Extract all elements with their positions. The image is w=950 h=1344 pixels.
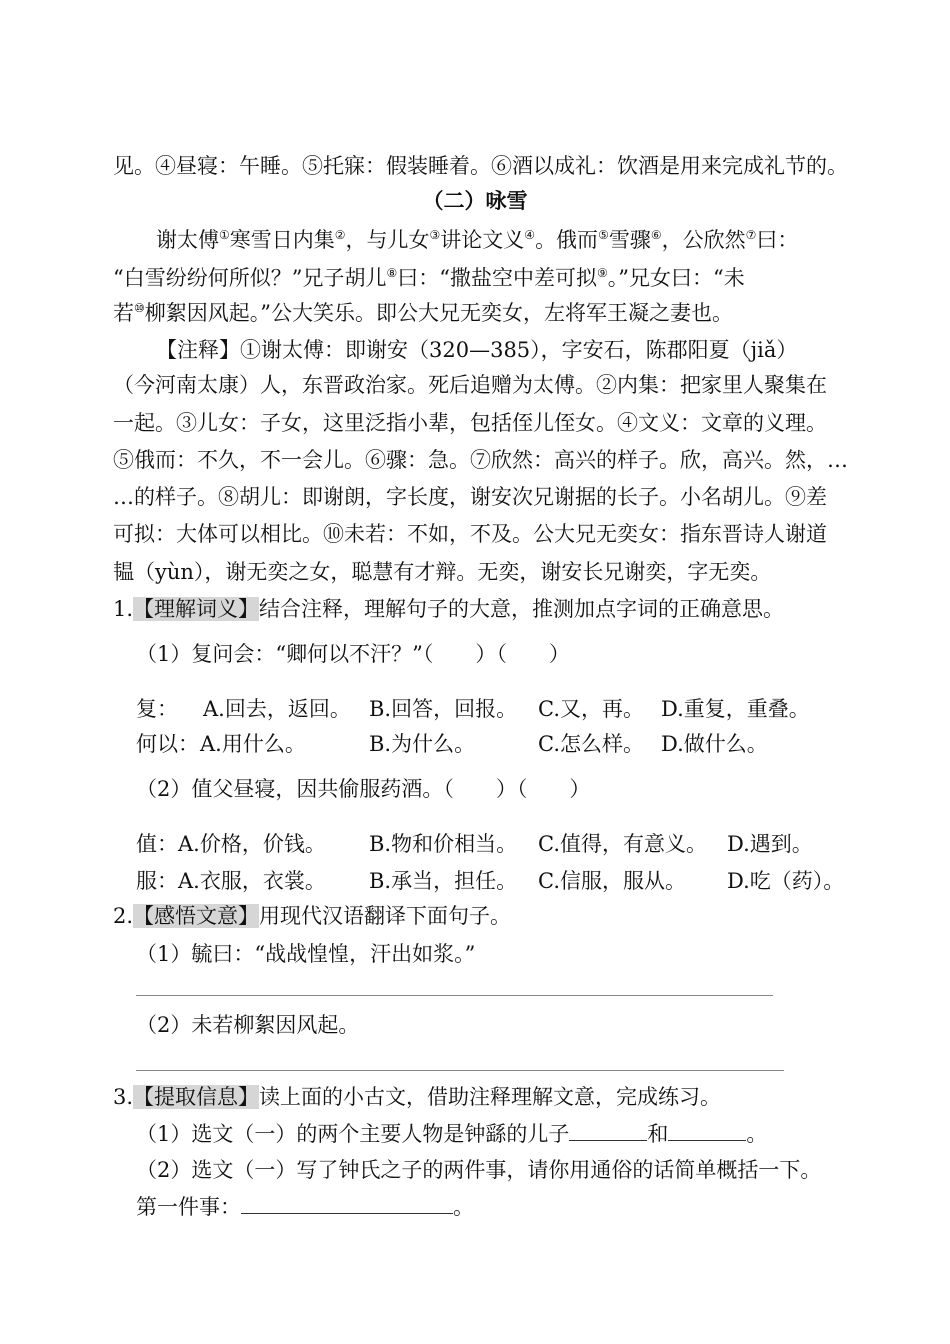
option-fu2-a: A.衣服，衣裳。 bbox=[178, 869, 326, 893]
passage-line-2: “白雪纷纷何所似？”兄子胡儿⑧曰：“撒盐空中差可拟⑨。”兄女曰：“未 bbox=[113, 266, 745, 290]
passage-line-1: 谢太傅①寒雪日内集②，与儿女③讲论文义④。俄而⑤雪骤⑥，公欣然⑦曰： bbox=[156, 228, 799, 252]
notes-line-4: ⑤俄而：不久，不一会儿。⑥骤：急。⑦欣然：高兴的样子。欣，高兴。然，… bbox=[113, 448, 848, 472]
option-fu-a: A.回去，返回。 bbox=[203, 697, 351, 721]
section-title: （二）咏雪 bbox=[422, 189, 528, 213]
notes-line-7: 韫（yùn），谢无奕之女，聪慧有才辩。无奕，谢安长兄谢奕，字无奕。 bbox=[113, 560, 772, 584]
options-fu2-label: 服： bbox=[136, 869, 178, 893]
question-2-tag: 【感悟文意】 bbox=[133, 904, 260, 928]
question-3-tag: 【提取信息】 bbox=[133, 1085, 260, 1109]
question-1-tag: 【理解词义】 bbox=[133, 597, 260, 621]
blank-son-1[interactable] bbox=[569, 1120, 647, 1141]
option-zhi-b: B.物和价相当。 bbox=[369, 832, 518, 856]
options-heyi-label: 何以： bbox=[136, 732, 199, 756]
question-1-heading: 1.【理解词义】结合注释，理解句子的大意，推测加点字词的正确意思。 bbox=[113, 597, 785, 621]
notes-line-1: 【注释】①谢太傅：即谢安（320—385），字安石，陈郡阳夏（jiǎ） bbox=[156, 338, 798, 362]
option-fu-b: B.回答，回报。 bbox=[369, 697, 518, 721]
option-zhi-d: D.遇到。 bbox=[727, 832, 813, 856]
question-2-sub-2: （2）未若柳絮因风起。 bbox=[136, 1013, 360, 1037]
options-fu: 复： bbox=[136, 697, 178, 721]
blank-first-event[interactable] bbox=[241, 1193, 453, 1214]
option-heyi-c: C.怎么样。 bbox=[538, 732, 644, 756]
notes-line-5: …的样子。⑧胡儿：即谢朗，字长度，谢安次兄谢据的长子。小名胡儿。⑨差 bbox=[113, 485, 827, 509]
blank-son-2[interactable] bbox=[668, 1120, 746, 1141]
footnote-continuation: 见。④昼寝：午睡。⑤托寐：假装睡着。⑥酒以成礼：饮酒是用来完成礼节的。 bbox=[113, 154, 848, 178]
question-3-first-event: 第一件事： 。 bbox=[136, 1195, 474, 1219]
question-1-sub-1: （1）复问会：“卿何以不汗？”（ ）（ ） bbox=[136, 642, 570, 666]
notes-line-3: 一起。③儿女：子女，这里泛指小辈，包括侄儿侄女。④文义：文章的义理。 bbox=[113, 411, 827, 435]
notes-line-6: 可拟：大体可以相比。⑩未若：不如，不及。公大兄无奕女：指东晋诗人谢道 bbox=[113, 522, 827, 546]
answer-line-2-2[interactable] bbox=[136, 1070, 784, 1071]
question-2-heading: 2.【感悟文意】用现代汉语翻译下面句子。 bbox=[113, 904, 512, 928]
notes-line-2: （今河南太康）人，东晋政治家。死后追赠为太傅。②内集：把家里人聚集在 bbox=[113, 373, 827, 397]
question-3-sub-1: （1）选文（一）的两个主要人物是钟繇的儿子 和 。 bbox=[136, 1122, 768, 1146]
passage-line-3: 若⑩柳絮因风起。”公大笑乐。即公大兄无奕女，左将军王凝之妻也。 bbox=[113, 301, 733, 325]
options-zhi-label: 值： bbox=[136, 832, 178, 856]
answer-line-2-1[interactable] bbox=[136, 995, 773, 996]
question-3-sub-2: （2）选文（一）写了钟氏之子的两件事，请你用通俗的话简单概括一下。 bbox=[136, 1158, 822, 1182]
option-fu2-c: C.信服，服从。 bbox=[538, 869, 686, 893]
option-heyi-a: A.用什么。 bbox=[200, 732, 306, 756]
option-heyi-d: D.做什么。 bbox=[661, 732, 768, 756]
option-fu2-d: D.吃（药）。 bbox=[727, 869, 845, 893]
option-fu-d: D.重复，重叠。 bbox=[661, 697, 810, 721]
option-fu-c: C.又，再。 bbox=[538, 697, 644, 721]
option-zhi-a: A.价格，价钱。 bbox=[178, 832, 326, 856]
question-2-sub-1: （1）毓曰：“战战惶惶，汗出如浆。” bbox=[136, 942, 476, 966]
option-fu2-b: B.承当，担任。 bbox=[369, 869, 518, 893]
option-heyi-b: B.为什么。 bbox=[369, 732, 476, 756]
question-1-sub-2: （2）值父昼寝，因共偷服药酒。（ ）（ ） bbox=[136, 777, 591, 801]
question-3-heading: 3.【提取信息】读上面的小古文，借助注释理解文意，完成练习。 bbox=[113, 1085, 722, 1109]
option-zhi-c: C.值得，有意义。 bbox=[538, 832, 707, 856]
